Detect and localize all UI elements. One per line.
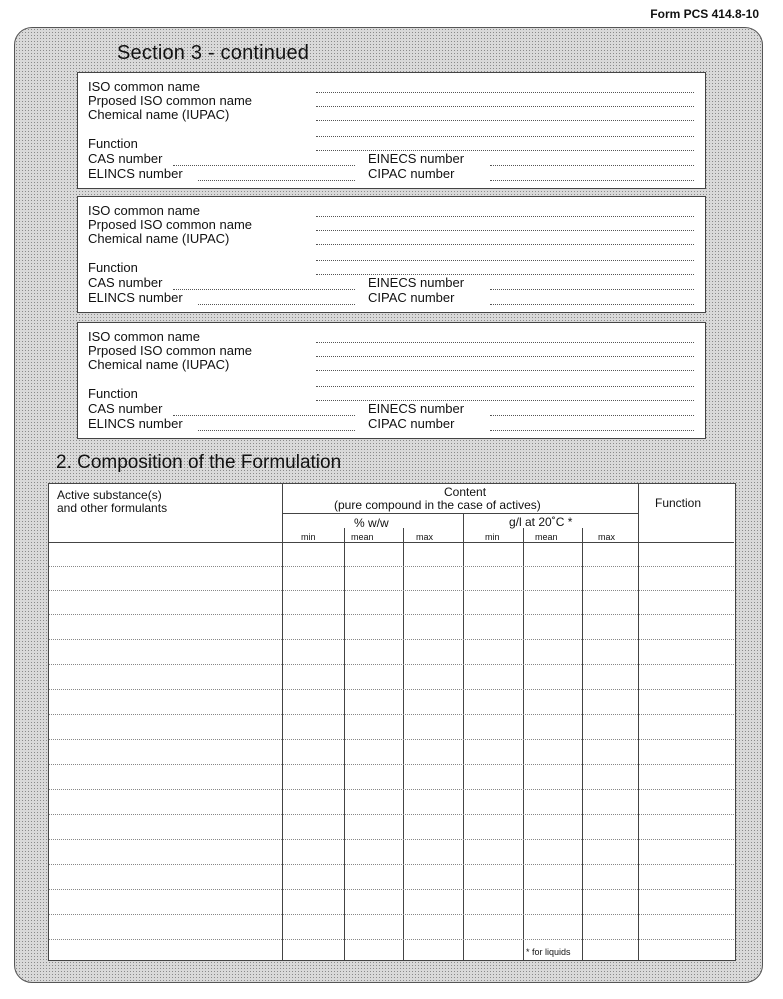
table-row-line: [49, 664, 734, 665]
cipac-number-line[interactable]: [490, 304, 694, 305]
col-content-header: Content: [444, 485, 487, 499]
table-row-line: [49, 639, 734, 640]
table-row-line: [49, 914, 734, 915]
header-bottom-line: [49, 542, 734, 543]
elincs-number-label: ELINCS number: [88, 416, 183, 431]
table-row-line: [49, 566, 734, 567]
table-row-line: [49, 939, 734, 940]
cipac-number-line[interactable]: [490, 180, 694, 181]
proposed-name-line[interactable]: [316, 106, 694, 107]
chemical-name-label: Chemical name (IUPAC): [88, 357, 230, 372]
iso-common-name-label: ISO common name: [88, 79, 200, 94]
composition-table: [48, 483, 736, 961]
cipac-number-line[interactable]: [490, 430, 694, 431]
chemical-name-line-2[interactable]: [316, 386, 694, 387]
einecs-number-line[interactable]: [490, 415, 694, 416]
pct-max-label: max: [416, 532, 434, 542]
pct-mean-label: mean: [351, 532, 374, 542]
content-header-divider: [282, 513, 639, 514]
cipac-number-label: CIPAC number: [368, 166, 455, 181]
table-row-line: [49, 689, 734, 690]
cas-number-line[interactable]: [173, 415, 355, 416]
col-divider-gl-max: [582, 528, 583, 960]
table-row-line: [49, 714, 734, 715]
function-label: Function: [88, 260, 138, 275]
elincs-number-line[interactable]: [198, 430, 355, 431]
cas-number-label: CAS number: [88, 401, 163, 416]
gl-mean-label: mean: [535, 532, 558, 542]
iso-common-name-label: ISO common name: [88, 203, 200, 218]
iso-name-line[interactable]: [316, 92, 694, 93]
einecs-number-line[interactable]: [490, 289, 694, 290]
table-row-line: [49, 739, 734, 740]
gl-min-label: min: [485, 532, 500, 542]
table-row-line: [49, 789, 734, 790]
elincs-number-line[interactable]: [198, 304, 355, 305]
table-row-line: [49, 864, 734, 865]
iso-common-name-label: ISO common name: [88, 329, 200, 344]
chemical-name-line[interactable]: [316, 120, 694, 121]
chemical-name-line-2[interactable]: [316, 136, 694, 137]
col-divider-pct-max: [403, 528, 404, 960]
proposed-iso-name-label: Prposed ISO common name: [88, 343, 253, 358]
einecs-number-line[interactable]: [490, 165, 694, 166]
chemical-name-line-2[interactable]: [316, 260, 694, 261]
table-row-line: [49, 590, 734, 591]
proposed-name-line[interactable]: [316, 230, 694, 231]
iso-name-line[interactable]: [316, 342, 694, 343]
elincs-number-label: ELINCS number: [88, 290, 183, 305]
substance-box-2: [77, 196, 706, 313]
proposed-iso-name-label: Prposed ISO common name: [88, 93, 253, 108]
einecs-number-label: EINECS number: [368, 151, 465, 166]
cas-number-label: CAS number: [88, 275, 163, 290]
function-line[interactable]: [316, 274, 694, 275]
pct-min-label: min: [301, 532, 316, 542]
chemical-name-line[interactable]: [316, 370, 694, 371]
proposed-iso-name-label: Prposed ISO common name: [88, 217, 253, 232]
table-row-line: [49, 839, 734, 840]
function-line[interactable]: [316, 150, 694, 151]
proposed-name-line[interactable]: [316, 356, 694, 357]
footnote-liquids: * for liquids: [526, 947, 571, 957]
gl-max-label: max: [598, 532, 616, 542]
composition-title: 2. Composition of the Formulation: [56, 452, 342, 473]
function-label: Function: [88, 386, 138, 401]
col-pct-header: % w/w: [354, 516, 389, 530]
col-gl-header: g/l at 20˚C *: [509, 515, 573, 529]
cipac-number-label: CIPAC number: [368, 416, 455, 431]
einecs-number-label: EINECS number: [368, 401, 465, 416]
elincs-number-line[interactable]: [198, 180, 355, 181]
chemical-name-label: Chemical name (IUPAC): [88, 107, 230, 122]
cas-number-line[interactable]: [173, 289, 355, 290]
section-title: Section 3 - continued: [117, 42, 310, 64]
table-row-line: [49, 814, 734, 815]
elincs-number-label: ELINCS number: [88, 166, 183, 181]
col-divider-gl-mean: [523, 528, 524, 960]
form-code: Form PCS 414.8-10: [650, 7, 759, 21]
substance-box-3: [77, 322, 706, 439]
substance-box-1: [77, 72, 706, 189]
chemical-name-label: Chemical name (IUPAC): [88, 231, 230, 246]
col-substance-header: Active substance(s): [57, 488, 162, 502]
cas-number-line[interactable]: [173, 165, 355, 166]
cipac-number-label: CIPAC number: [368, 290, 455, 305]
table-row-line: [49, 614, 734, 615]
cas-number-label: CAS number: [88, 151, 163, 166]
col-divider-pct-mean: [344, 528, 345, 960]
function-label: Function: [88, 136, 138, 151]
einecs-number-label: EINECS number: [368, 275, 465, 290]
chemical-name-line[interactable]: [316, 244, 694, 245]
iso-name-line[interactable]: [316, 216, 694, 217]
table-row-line: [49, 889, 734, 890]
col-divider-pct-gl: [463, 513, 464, 960]
col-function-header: Function: [655, 496, 702, 510]
function-line[interactable]: [316, 400, 694, 401]
col-substance-header-2: and other formulants: [57, 501, 168, 515]
table-row-line: [49, 764, 734, 765]
col-content-subheader: (pure compound in the case of actives): [334, 498, 541, 512]
